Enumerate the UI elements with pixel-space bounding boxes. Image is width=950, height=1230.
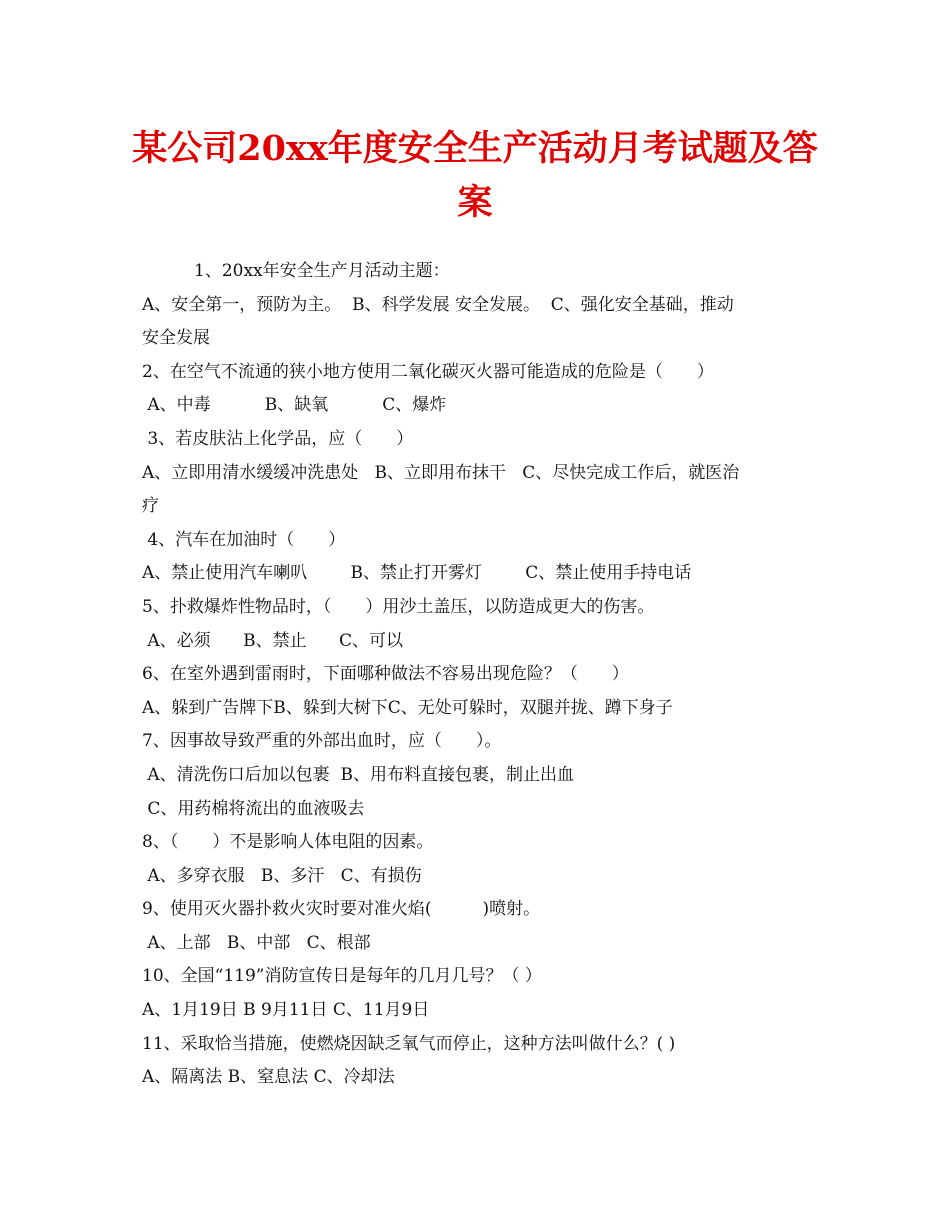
question-9-options: A、上部 B、中部 C、根部 bbox=[142, 932, 371, 953]
question-11-options: A、隔离法 B、窒息法 C、冷却法 bbox=[142, 1067, 395, 1088]
question-7-options: A、清洗伤口后加以包裹 B、用布料直接包裹，制止出血 bbox=[142, 764, 574, 785]
question-7-options-cont: C、用药棉将流出的血液吸去 bbox=[142, 798, 365, 819]
question-3: 3、若皮肤沾上化学品，应（ ） bbox=[142, 428, 414, 449]
question-6: 6、在室外遇到雷雨时，下面哪种做法不容易出现危险？（ ） bbox=[142, 664, 629, 685]
question-2: 2、在空气不流通的狭小地方使用二氧化碳灭火器可能造成的危险是（ ） bbox=[142, 361, 714, 382]
document-body bbox=[142, 255, 817, 1095]
question-1-options: A、安全第一，预防为主。 B、科学发展 安全发展。 C、强化安全基础，推动 bbox=[142, 294, 734, 315]
question-4-options: A、禁止使用汽车喇叭 B、禁止打开雾灯 C、禁止使用手持电话 bbox=[142, 563, 692, 584]
question-8: 8、（ ）不是影响人体电阻的因素。 bbox=[142, 832, 434, 853]
question-3-options: A、立即用清水缓缓冲洗患处 B、立即用布抹干 C、尽快完成工作后，就医治 bbox=[142, 462, 740, 483]
question-9: 9、使用灭火器扑救火灾时要对准火焰( )喷射。 bbox=[142, 899, 541, 920]
question-5-options: A、必须 B、禁止 C、可以 bbox=[142, 630, 404, 651]
question-2-options: A、中毒 B、缺氧 C、爆炸 bbox=[142, 395, 447, 416]
question-10-options: A、1月19日 B 9月11日 C、11月9日 bbox=[142, 1000, 430, 1021]
question-3-options-cont: 疗 bbox=[142, 496, 159, 517]
question-8-options: A、多穿衣服 B、多汗 C、有损伤 bbox=[142, 865, 422, 886]
question-1-options-cont: 安全发展 bbox=[142, 328, 210, 349]
question-6-options: A、躲到广告牌下B、躲到大树下C、无处可躲时，双腿并拢、蹲下身子 bbox=[142, 697, 673, 718]
question-10: 10、全国“119”消防宣传日是每年的几月几号？（ ） bbox=[142, 966, 542, 987]
question-4: 4、汽车在加油时（ ） bbox=[142, 529, 346, 550]
question-1: 1、20xx年安全生产月活动主题： bbox=[194, 261, 450, 281]
document-title: 某公司20xx年度安全生产活动月考试题及答案 bbox=[132, 128, 818, 223]
question-7: 7、因事故导致严重的外部出血时，应（ ）。 bbox=[142, 731, 502, 752]
question-5: 5、扑救爆炸性物品时，（ ）用沙土盖压，以防造成更大的伤害。 bbox=[142, 596, 655, 617]
question-11: 11、采取恰当措施，使燃烧因缺乏氧气而停止，这种方法叫做什么？( ) bbox=[142, 1033, 676, 1054]
